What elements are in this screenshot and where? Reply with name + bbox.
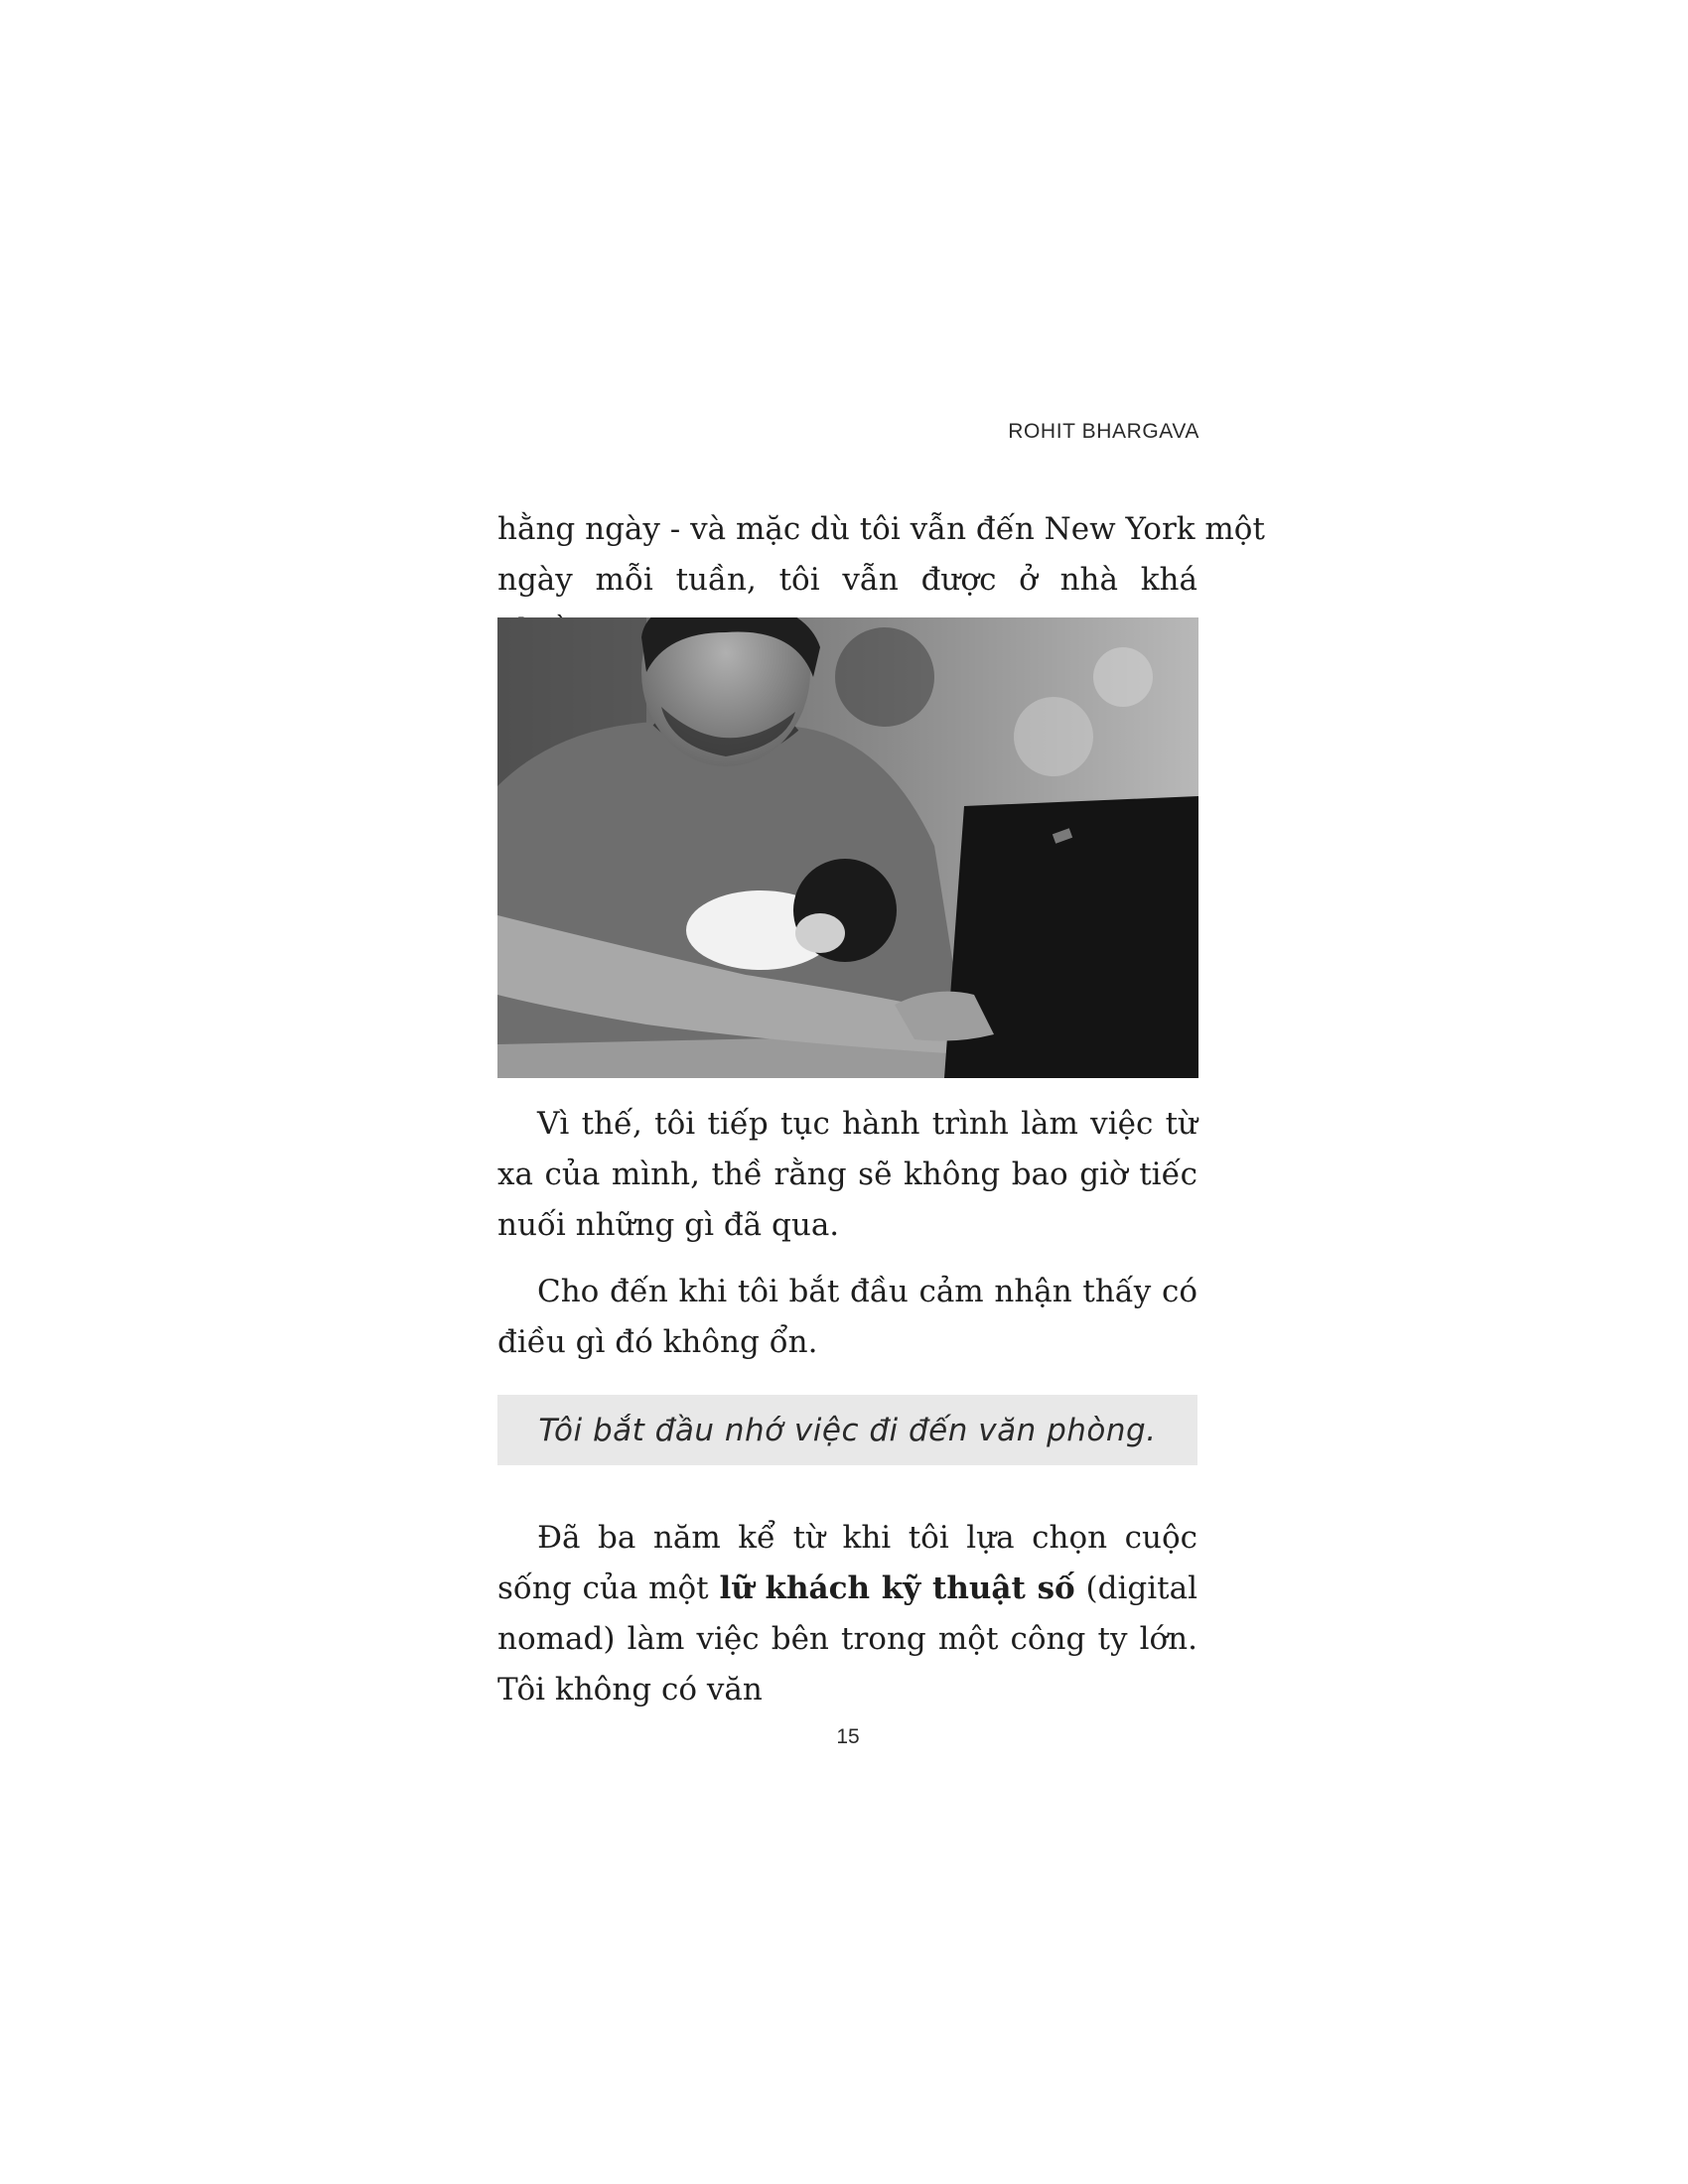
paragraph: Cho đến khi tôi bắt đầu cảm nhận thấy có điều gì đó không ổn.	[497, 1274, 1197, 1360]
paragraph-text: (digital nomad) làm việc bên trong một công ty lớn. Tôi không có văn	[497, 1570, 1197, 1707]
paragraph: Vì thế, tôi tiếp tục hành trình làm việc từ xa của mình, thề rằng sẽ không bao giờ tiếc nuối những gì đã qua.	[497, 1106, 1197, 1243]
pull-quote-box	[497, 1395, 1197, 1465]
paragraph	[497, 1513, 1197, 1715]
running-head-author: ROHIT BHARGAVA	[1008, 420, 1199, 443]
paragraph-text: Đã ba năm kể từ khi tôi lựa chọn cuộc sống của một	[497, 1520, 1197, 1606]
bold-term: lữ khách kỹ thuật số	[719, 1570, 1075, 1606]
paragraph-line: ngày mỗi tuần, tôi vẫn được ở nhà khá	[497, 562, 1197, 598]
pull-quote: Tôi bắt đầu nhớ việc đi đến văn phòng.	[538, 1412, 1157, 1448]
page-number: 15	[836, 1725, 860, 1748]
paragraph-line: hằng ngày - và mặc dù tôi vẫn đến New York một	[497, 511, 1265, 547]
photo-man-with-baby-at-laptop	[497, 617, 1198, 1078]
